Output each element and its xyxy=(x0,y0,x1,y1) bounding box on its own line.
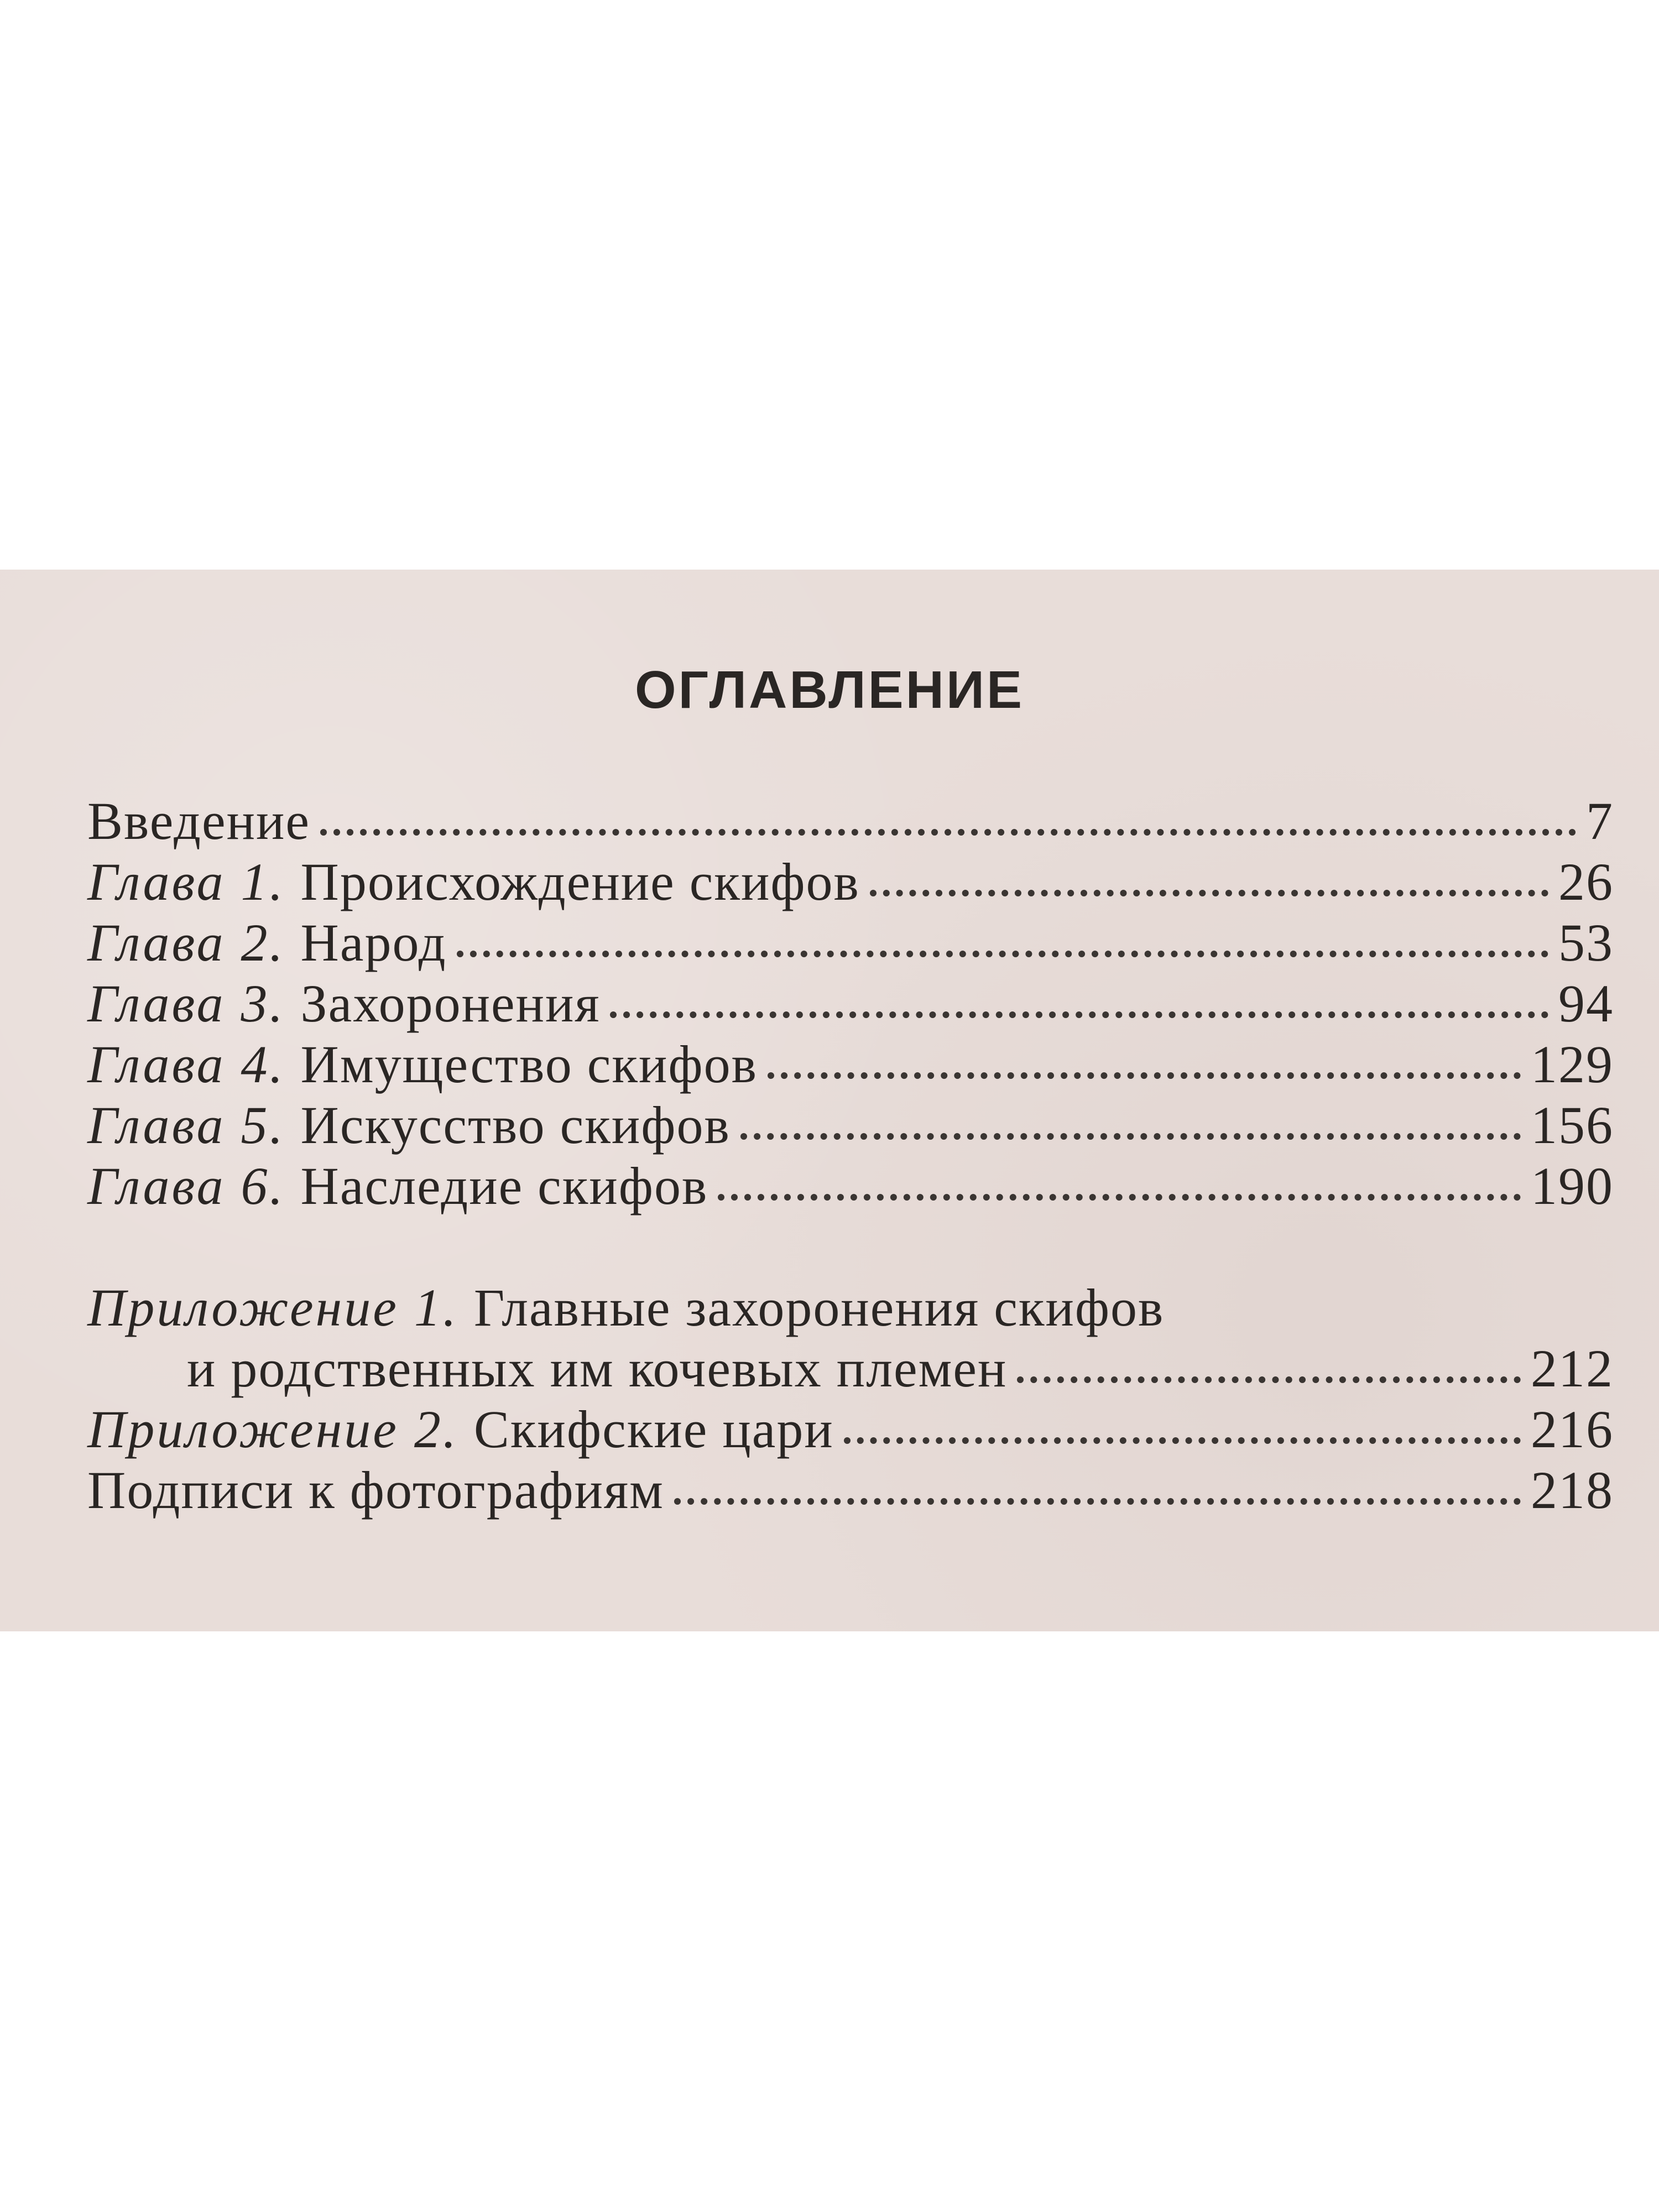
toc-entry-title: Происхождение скифов xyxy=(300,852,860,911)
toc-entry-title: Скифские цари xyxy=(473,1400,834,1459)
toc-entry-appendix-2 xyxy=(87,1399,1614,1460)
toc-entry-title: Имущество скифов xyxy=(300,1035,758,1094)
toc-entry-page: 26 xyxy=(1558,852,1614,911)
toc-entry-page: 216 xyxy=(1531,1400,1614,1459)
dot-leader xyxy=(718,1194,1521,1201)
toc-entry-page: 7 xyxy=(1586,791,1614,851)
toc-entry-prefix: Глава 3. xyxy=(87,974,285,1033)
toc-entry-page: 94 xyxy=(1558,974,1614,1033)
toc-entry-prefix: Приложение 2. xyxy=(87,1400,458,1459)
page-title: ОГЛАВЛЕНИЕ xyxy=(634,660,1025,719)
toc-entry-title: Наследие скифов xyxy=(300,1156,708,1215)
dot-leader xyxy=(844,1437,1521,1444)
toc-entry-photo-captions xyxy=(87,1460,1614,1521)
dot-leader xyxy=(768,1072,1521,1079)
dot-leader xyxy=(674,1498,1521,1505)
toc-entry-title-continuation: и родственных им кочевых племен xyxy=(187,1339,1008,1398)
toc-entry-title: Искусство скифов xyxy=(300,1095,731,1155)
toc-entry-page: 156 xyxy=(1531,1095,1614,1155)
dot-leader xyxy=(870,890,1548,896)
toc-entry-page: 218 xyxy=(1531,1460,1614,1520)
dot-leader xyxy=(320,829,1576,836)
dot-leader xyxy=(457,951,1548,957)
dot-leader xyxy=(610,1011,1548,1018)
toc-entry-chapter-3 xyxy=(87,973,1614,1034)
toc-entry-intro xyxy=(87,791,1614,852)
toc-entry-appendix-1-continuation xyxy=(87,1338,1614,1399)
toc-entry-page: 129 xyxy=(1531,1035,1614,1094)
toc-entry-chapter-5 xyxy=(87,1095,1614,1156)
toc-entry-chapter-1 xyxy=(87,852,1614,912)
toc-entry-prefix: Глава 5. xyxy=(87,1095,285,1155)
toc-entry-appendix-1 xyxy=(87,1277,1614,1338)
toc-entry-chapter-4 xyxy=(87,1034,1614,1095)
toc-entry-title: Главные захоронения скифов xyxy=(473,1278,1165,1337)
toc-entry-page: 212 xyxy=(1531,1339,1614,1398)
toc-entry-chapter-6 xyxy=(87,1156,1614,1217)
dot-leader xyxy=(740,1133,1521,1140)
toc-entry-page: 190 xyxy=(1531,1156,1614,1215)
dot-leader xyxy=(1017,1376,1521,1383)
toc-entry-page: 53 xyxy=(1558,913,1614,972)
toc-entry-prefix: Приложение 1. xyxy=(87,1278,458,1337)
table-of-contents xyxy=(87,791,1614,1521)
toc-entry-title: Захоронения xyxy=(300,974,601,1033)
toc-entry-chapter-2 xyxy=(87,912,1614,973)
toc-entry-title: Введение xyxy=(87,791,310,851)
toc-entry-prefix: Глава 1. xyxy=(87,852,285,911)
toc-entry-prefix: Глава 6. xyxy=(87,1156,285,1215)
toc-entry-prefix: Глава 4. xyxy=(87,1035,285,1094)
toc-entry-title: Народ xyxy=(300,913,447,972)
book-page xyxy=(0,570,1659,1631)
toc-entry-title: Подписи к фотографиям xyxy=(87,1460,664,1520)
toc-entry-prefix: Глава 2. xyxy=(87,913,285,972)
